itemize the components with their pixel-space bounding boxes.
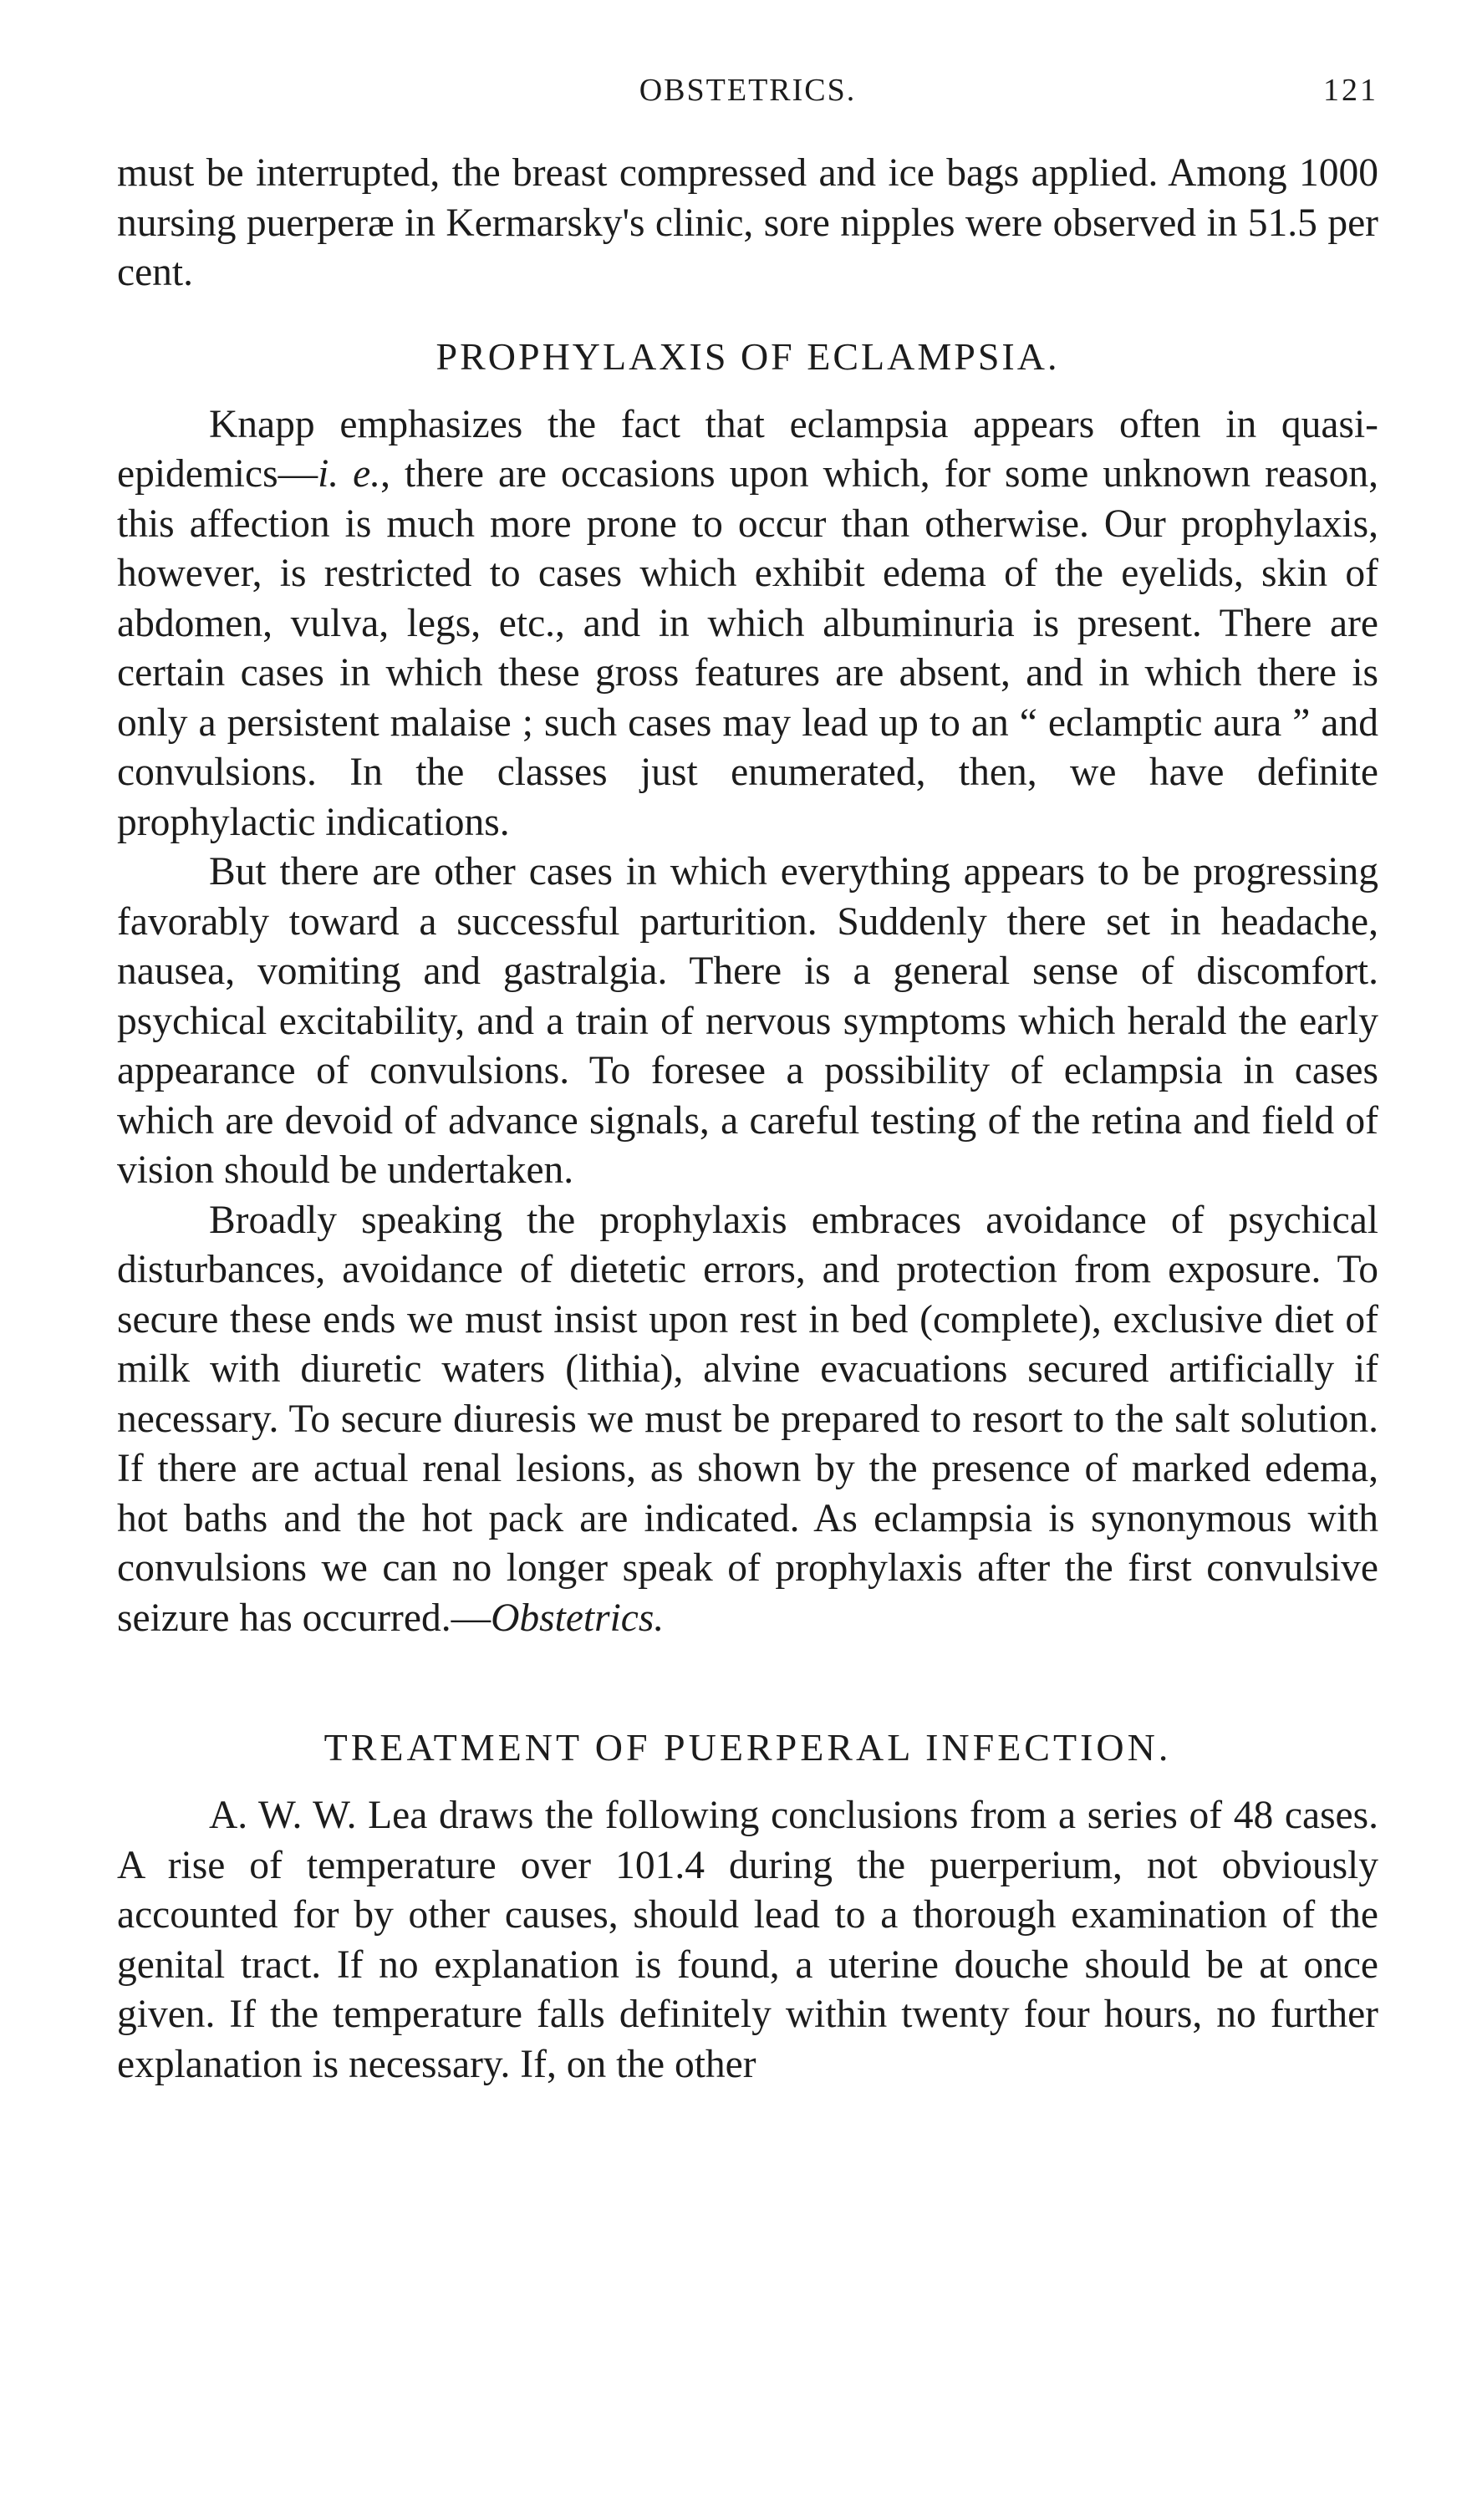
paragraph-text: , there are occasions upon which, for some unknown reason, this affection is much more prone to occur than otherwise. Our prophylaxis, however, is restricted to cases which exhibit edema of the eyelids, skin of abdomen, vulva, legs, etc., and in which albuminuria is present. There are certain cases in which these gross features are absent, and in which there is only a persistent malaise ; such cases may lead up to an “ eclamptic aura ” and convulsions. In the classes just enumerated, then, we have definite prophylactic indications. <box>117 452 1379 844</box>
continued-paragraph: must be interrupted, the breast compressed and ice bags applied. Among 1000 nursing puerperæ in Kermarsky's clinic, sore nipples were observed in 51.5 per cent. <box>117 151 1378 294</box>
paragraph-eclampsia-1 <box>117 400 1378 848</box>
page-number: 121 <box>1323 73 1378 108</box>
running-title: OBSTETRICS. <box>639 73 857 108</box>
paragraph-text: Knapp emphasizes the fact that eclampsia appears often in quasi-epidemics— <box>117 402 1378 496</box>
paragraph-puerperal-1: A. W. W. Lea draws the following conclusions from a series of 48 cases. A rise of temperature over 101.4 during the puerperium, not obviously accounted for by other causes, should lead to a thorough examination of the genital tract. If no explanation is found, a uterine douche should be at once given. If the temperature falls definitely within twenty four hours, no further explanation is necessary. If, on the other <box>117 1794 1378 2086</box>
section-heading-puerperal: TREATMENT OF PUERPERAL INFECTION. <box>323 1726 1172 1769</box>
paragraph-text: Broadly speaking the prophylaxis embraces avoidance of psychical disturbances, avoidance of dietetic errors, and protection from exposure. To secure these ends we must insist upon rest in bed (complete), exclusive diet of milk with diuretic waters (lithia), alvine evacuations secured artificially if necessary. To secure diuresis we must be prepared to resort to the salt solution. If there are actual renal lesions, as shown by the presence of marked edema, hot baths and the hot pack are indicated. As eclampsia is synonymous with convulsions we can no longer speak of prophylaxis after the first convulsive seizure has occurred.— <box>117 1198 1378 1640</box>
paragraph-eclampsia-2: But there are other cases in which everything appears to be progressing favorably toward a successful parturition. Suddenly there set in headache, nausea, vomiting and gastralgia. There is a general sense of discomfort. psychical excitability, and a train of nervous symptoms which herald the early appearance of convulsions. To foresee a possibility of eclampsia in cases which are devoid of advance signals, a careful testing of the retina and field of vision should be undertaken. <box>117 850 1378 1192</box>
section-heading-eclampsia: PROPHYLAXIS OF ECLAMPSIA. <box>435 334 1060 378</box>
source-citation: Obstetrics. <box>491 1596 665 1640</box>
running-header <box>117 72 1378 130</box>
paragraph-eclampsia-3 <box>117 1196 1378 1644</box>
italic-abbreviation: i. e. <box>318 452 381 496</box>
